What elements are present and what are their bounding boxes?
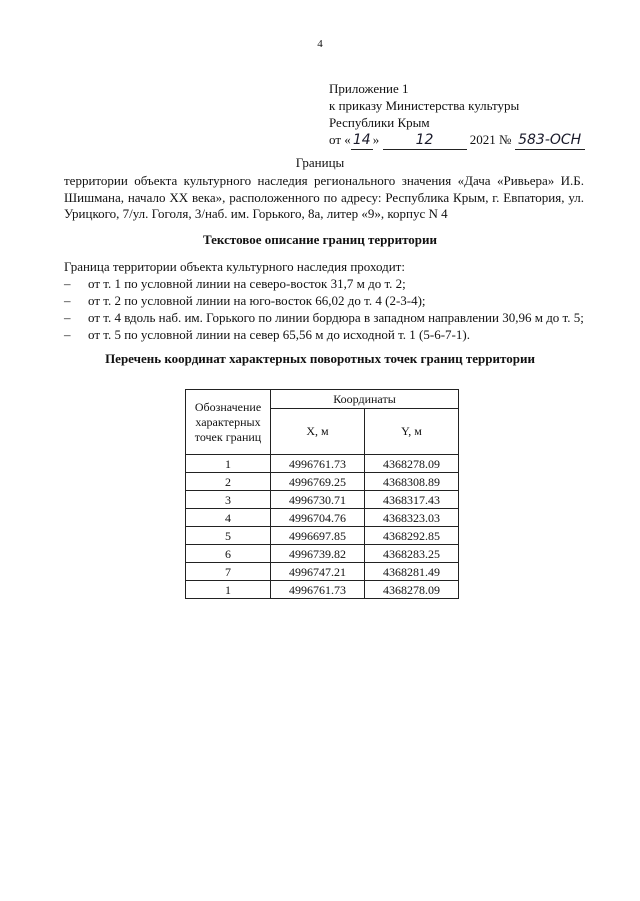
dash-bullet: –	[64, 310, 71, 325]
cell-x: 4996704.76	[271, 509, 365, 527]
appendix-line-3: Республики Крым	[329, 115, 430, 130]
table-row	[186, 563, 459, 581]
cell-x: 4996697.85	[271, 527, 365, 545]
cell-x: 4996761.73	[271, 581, 365, 599]
cell-point: 7	[186, 563, 271, 581]
text-description-title: Текстовое описание границ территории	[202, 232, 438, 247]
cell-point: 5	[186, 527, 271, 545]
dash-bullet: –	[64, 276, 71, 291]
cell-y: 4368292.85	[365, 527, 459, 545]
cell-y: 4368281.49	[365, 563, 459, 581]
header-point: Обозначение характерных точек границ	[186, 390, 271, 455]
cell-point: 6	[186, 545, 271, 563]
coordinates-table	[185, 389, 459, 599]
cell-y: 4368278.09	[365, 581, 459, 599]
appendix-line-1: Приложение 1	[329, 81, 409, 96]
order-number: 583-ОСН	[515, 132, 585, 150]
page-number: 4	[317, 38, 323, 50]
appendix-line-2: к приказу Министерства культуры	[329, 98, 520, 113]
cell-x: 4996739.82	[271, 545, 365, 563]
cell-y: 4368308.89	[365, 473, 459, 491]
table-row	[186, 581, 459, 599]
cell-x: 4996747.21	[271, 563, 365, 581]
cell-x: 4996769.25	[271, 473, 365, 491]
cell-x: 4996730.71	[271, 491, 365, 509]
dash-bullet: –	[64, 293, 71, 308]
list-item: – от т. 4 вдоль наб. им. Горького по линии бордюра в западном направлении 30,96 м до т. 5;	[64, 310, 584, 325]
list-item: – от т. 1 по условной линии на северо-восток 31,7 м до т. 2;	[64, 276, 406, 291]
cell-y: 4368323.03	[365, 509, 459, 527]
cell-point: 1	[186, 455, 271, 473]
header-coordinates: Координаты	[271, 390, 459, 409]
header-x: X, м	[271, 409, 365, 455]
cell-point: 2	[186, 473, 271, 491]
boundary-lead: Граница территории объекта культурного наследия проходит:	[64, 259, 405, 274]
date-day: 14	[351, 132, 373, 150]
cell-y: 4368278.09	[365, 455, 459, 473]
cell-y: 4368283.25	[365, 545, 459, 563]
year-label: 2021 №	[469, 132, 512, 147]
table-row	[186, 491, 459, 509]
table-row	[186, 527, 459, 545]
cell-point: 1	[186, 581, 271, 599]
table-row	[186, 545, 459, 563]
table-row	[186, 509, 459, 527]
cell-y: 4368317.43	[365, 491, 459, 509]
date-prefix: от «	[329, 132, 351, 147]
coordinates-body	[186, 455, 459, 599]
date-mid: »	[372, 132, 380, 147]
dash-bullet: –	[64, 327, 71, 342]
object-description: территории объекта культурного наследия регионального значения «Дача «Ривьера» И.Б. Шишмана, начало XX века», расположенного по адресу: Республика Крым, г. Евпатория, ул. Урицкого, 7/ул. Гоголя, 3/наб. им. Горького, 8а, литер «9», корпус N 4	[64, 173, 584, 221]
boundaries-title: Границы	[295, 155, 345, 170]
cell-point: 3	[186, 491, 271, 509]
cell-x: 4996761.73	[271, 455, 365, 473]
coordinates-title: Перечень координат характерных поворотных точек границ территории	[105, 351, 535, 366]
list-item: – от т. 5 по условной линии на север 65,56 м до исходной т. 1 (5-6-7-1).	[64, 327, 470, 342]
date-month: 12	[383, 132, 467, 150]
table-row	[186, 455, 459, 473]
appendix-date-line	[329, 131, 585, 150]
boundary-list	[64, 258, 604, 343]
table-row	[186, 473, 459, 491]
list-item: – от т. 2 по условной линии на юго-восток 66,02 до т. 4 (2-3-4);	[64, 293, 426, 308]
appendix-block	[329, 80, 585, 150]
header-y: Y, м	[365, 409, 459, 455]
cell-point: 4	[186, 509, 271, 527]
